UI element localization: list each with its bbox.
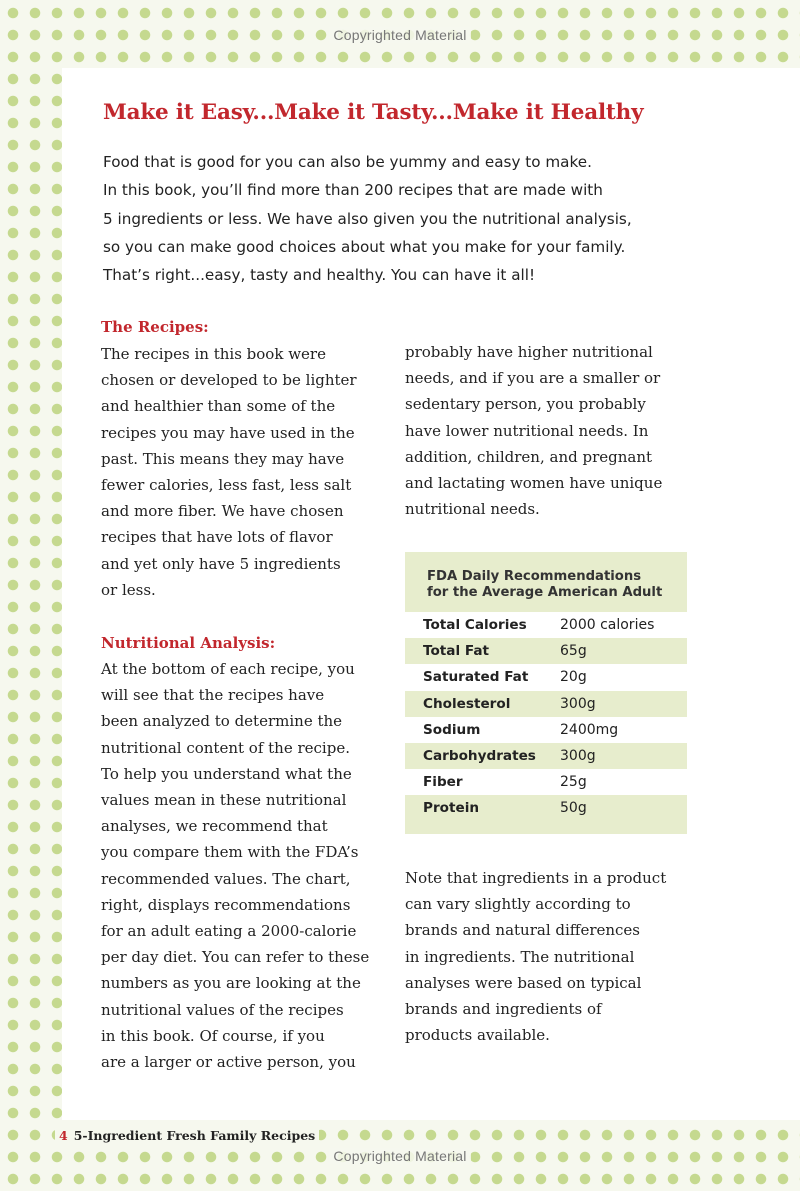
text-line: for an adult eating a 2000-calorie (101, 922, 357, 941)
fda-title-line: FDA Daily Recommendations (427, 569, 642, 584)
text-line: chosen or developed to be lighter (101, 371, 357, 390)
text-line: and yet only have 5 ingredients (101, 554, 341, 573)
nutrient-name: Carbohydrates (423, 748, 536, 765)
nutrient-name: Cholesterol (423, 695, 511, 712)
intro-line: so you can make good choices about what you make for your family. (103, 237, 626, 256)
text-line: in ingredients. The nutritional (405, 947, 635, 966)
nutrient-name: Fiber (423, 774, 463, 791)
text-line: recommended values. The chart, (101, 869, 351, 888)
text-line: have lower nutritional needs. In (405, 421, 649, 440)
text-line: fewer calories, less fast, less salt (101, 476, 352, 495)
nutrient-value: 300g (560, 748, 596, 765)
text-line: addition, children, and pregnant (405, 447, 653, 466)
copyright-bottom: Copyrighted Material (0, 1148, 800, 1164)
nutritional-paragraph (101, 656, 369, 1075)
nutrient-value: 65g (560, 643, 587, 660)
page-title: Make it Easy...Make it Tasty...Make it Healthy (103, 100, 644, 125)
text-line: products available. (405, 1026, 550, 1045)
nutrient-name: Sodium (423, 721, 481, 738)
intro-line: Food that is good for you can also be yummy and easy to make. (103, 153, 592, 171)
nutrient-name: Total Calories (423, 617, 527, 634)
fda-table-title (427, 569, 662, 601)
text-line: recipes that have lots of flavor (101, 528, 333, 547)
text-line: and more fiber. We have chosen (101, 502, 344, 521)
text-line: right, displays recommendations (101, 895, 351, 914)
page-number: 4 (59, 1128, 68, 1143)
nutrient-value: 300g (560, 695, 596, 712)
text-line: been analyzed to determine the (101, 712, 343, 731)
recipes-paragraph (101, 341, 357, 603)
text-line: At the bottom of each recipe, you (101, 660, 355, 678)
page-footer (55, 1126, 319, 1145)
nutrient-value: 25g (560, 774, 587, 791)
nutrient-value: 50g (560, 800, 587, 817)
table-row (405, 638, 687, 664)
intro-line: In this book, you’ll find more than 200 recipes that are made with (103, 181, 603, 200)
copyright-top: Copyrighted Material (0, 27, 800, 43)
text-line: and healthier than some of the (101, 397, 336, 416)
text-line: sedentary person, you probably (405, 395, 646, 414)
text-line: will see that the recipes have (101, 686, 325, 705)
table-row (405, 795, 687, 821)
text-line: brands and ingredients of (405, 1000, 602, 1019)
nutrient-name: Saturated Fat (423, 669, 529, 686)
nutrient-value: 2000 calories (560, 617, 655, 634)
text-line: numbers as you are looking at the (101, 974, 361, 993)
text-line: nutritional content of the recipe. (101, 738, 350, 757)
text-line: in this book. Of course, if you (101, 1026, 325, 1045)
fda-table-rows (405, 612, 687, 822)
text-line: recipes you may have used in the (101, 423, 355, 442)
table-row (405, 664, 687, 690)
text-line: probably have higher nutritional (405, 343, 653, 361)
text-line: per day diet. You can refer to these (101, 948, 370, 967)
table-row (405, 612, 687, 638)
text-line: brands and natural differences (405, 921, 641, 940)
text-line: Note that ingredients in a product (405, 869, 667, 887)
text-line: needs, and if you are a smaller or (405, 369, 661, 388)
note-paragraph (405, 865, 666, 1048)
intro-line: That’s right...easy, tasty and healthy. You can have it all! (103, 266, 536, 285)
text-line: nutritional needs. (405, 500, 540, 519)
nutrient-name: Total Fat (423, 643, 490, 660)
right-column-paragraph (405, 339, 662, 522)
table-row (405, 717, 687, 743)
text-line: or less. (101, 580, 156, 599)
nutritional-heading: Nutritional Analysis: (101, 634, 276, 652)
table-row (405, 691, 687, 717)
text-line: analyses, we recommend that (101, 817, 328, 836)
nutrient-name: Protein (423, 800, 480, 817)
nutrient-value: 20g (560, 669, 587, 686)
text-line: are a larger or active person, you (101, 1053, 356, 1072)
text-line: you compare them with the FDA’s (101, 843, 359, 862)
table-row (405, 743, 687, 769)
table-row (405, 769, 687, 795)
recipes-heading: The Recipes: (101, 318, 209, 336)
text-line: The recipes in this book were (101, 345, 326, 363)
text-line: To help you understand what the (101, 764, 352, 783)
text-line: values mean in these nutritional (101, 791, 347, 810)
book-title: 5-Ingredient Fresh Family Recipes (73, 1128, 316, 1143)
fda-title-line: for the Average American Adult (427, 585, 663, 600)
nutrient-value: 2400mg (560, 721, 619, 738)
text-line: analyses were based on typical (405, 973, 642, 992)
intro-line: 5 ingredients or less. We have also given you the nutritional analysis, (103, 209, 632, 228)
text-line: can vary slightly according to (405, 895, 631, 914)
text-line: and lactating women have unique (405, 474, 663, 493)
fda-recommendations-table (405, 552, 687, 834)
text-line: past. This means they may have (101, 449, 345, 468)
text-line: nutritional values of the recipes (101, 1000, 344, 1019)
intro-paragraph (103, 148, 703, 289)
